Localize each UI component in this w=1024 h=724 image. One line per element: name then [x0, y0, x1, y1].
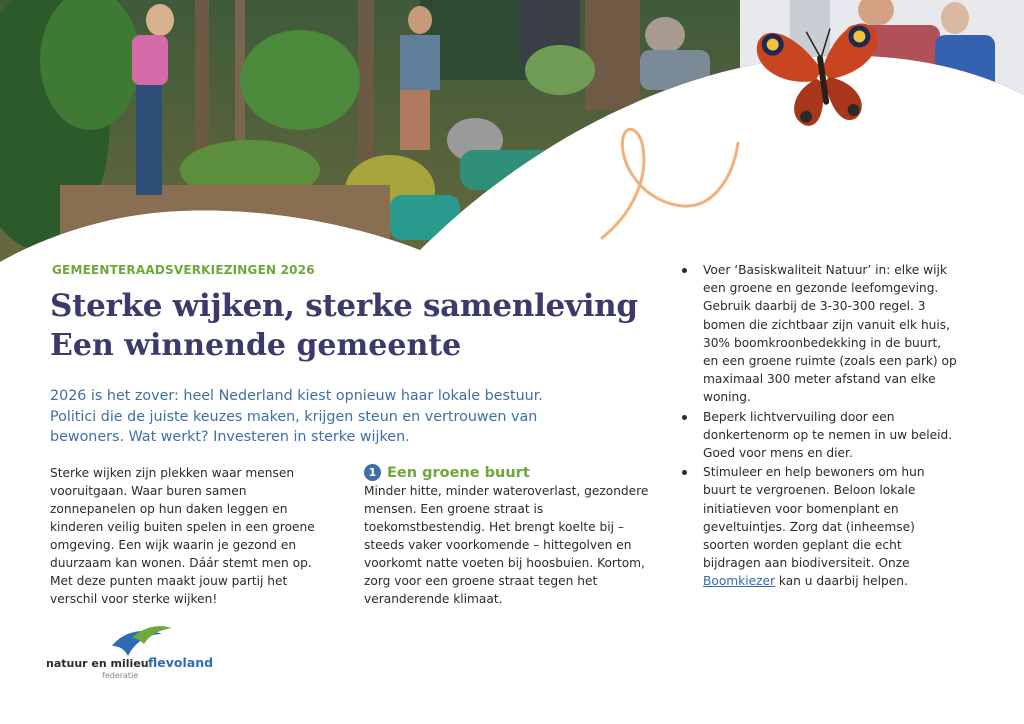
recommendation-list	[680, 261, 960, 591]
organization-logo	[46, 624, 216, 684]
decorative-swirl-icon	[588, 118, 748, 248]
section-number-badge: 1	[364, 464, 381, 481]
intro-paragraph: 2026 is het zover: heel Nederland kiest opnieuw haar lokale bestuur. Politici die de juiste keuzes maken, krijgen steun en vertrouwen van bewoners. Wat werkt? Investeren in sterke wijken.	[50, 388, 543, 445]
section-header	[364, 464, 649, 481]
logo-text-region: flevoland	[148, 655, 214, 670]
section-title: Een groene buurt	[387, 464, 530, 481]
list-item: Stimuleer en help bewoners om hun buurt te vergroenen. Beloon lokale initiatieven voor bomenplant en geveltuintjes. Zorg dat (inheemse) soorten worden geplant die echt bijdragen aan biodiversiteit. Onze Boomkiezer kan u daarbij helpen.	[680, 463, 960, 590]
page-title: Sterke wijken, sterke samenleving	[50, 288, 638, 324]
logo-text-main: natuur en milieu	[46, 657, 149, 670]
bullet-icon	[682, 415, 687, 420]
bullet-icon	[682, 268, 687, 273]
boomkiezer-link[interactable]: Boomkiezer	[703, 574, 775, 589]
list-item: Beperk lichtvervuiling door een donkertenorm op te nemen in uw beleid. Goed voor mens en dier.	[680, 408, 960, 463]
page-subtitle: Een winnende gemeente	[50, 328, 462, 363]
section-green-neighbourhood	[364, 464, 649, 608]
section-body-text: Minder hitte, minder wateroverlast, gezondere mensen. Een groene straat is toekomstbestendig. Het brengt koelte bij – steeds vaker voorkomende – hittegolven en voorkomt natte voeten bij hoosbuien. Kortom, zorg voor een groene straat tegen het veranderende klimaat.	[364, 484, 649, 606]
bullet-icon	[682, 470, 687, 475]
column-intro	[50, 464, 330, 608]
list-item: Voer ‘Basiskwaliteit Natuur’ in: elke wijk een groene en gezonde leefomgeving. Gebruik daarbij de 3-30-300 regel. 3 bomen die zichtbaar zijn vanuit elk huis, 30% boomkroonbedekking in de buurt, en een groene ruimte (zoals een park) op maximaal 300 meter afstand van elke woning.	[680, 261, 960, 407]
intro-body-text: Sterke wijken zijn plekken waar mensen vooruitgaan. Waar buren samen zonnepanelen op hun daken leggen en kinderen veilig buiten spelen in een groene omgeving. Een wijk waarin je gezond en duurzaam kan wonen. Dáár stemt men op. Met deze punten maakt jouw partij het verschil voor sterke wijken!	[50, 466, 315, 606]
election-kicker: GEMEENTERAADSVERKIEZINGEN 2026	[52, 263, 315, 277]
bullet-column	[680, 261, 960, 592]
logo-text-federation: federatie	[102, 671, 139, 680]
peacock-butterfly-icon	[752, 10, 892, 135]
